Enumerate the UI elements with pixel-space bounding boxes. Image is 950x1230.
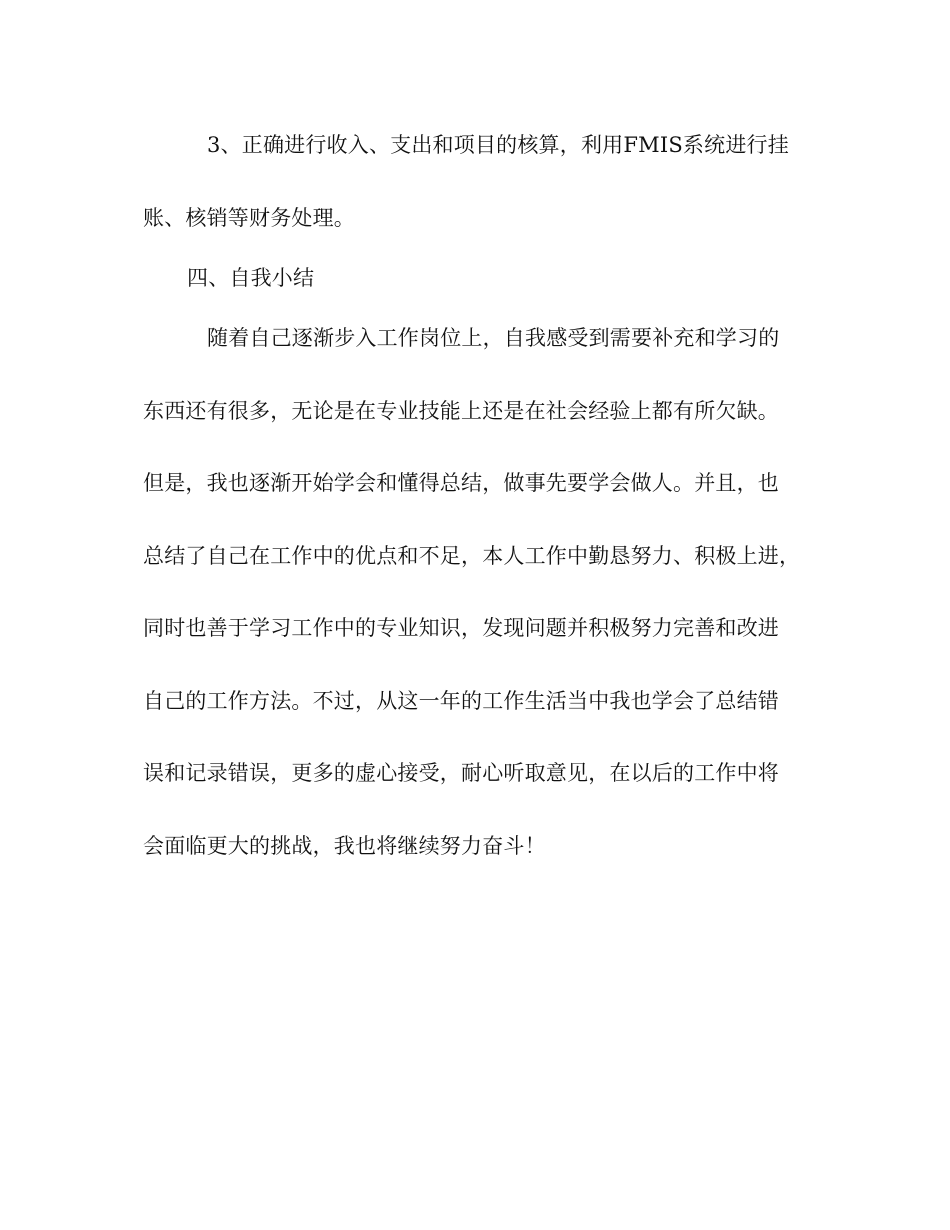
paragraph-3-line-1: 3、正确进行收入、支出和项目的核算，利用FMIS系统进行挂 xyxy=(207,133,789,157)
section-heading: 四、自我小结 xyxy=(187,266,315,290)
summary-line-6: 自己的工作方法。不过，从这一年的工作生活当中我也学会了总结错 xyxy=(143,689,779,713)
summary-line-8: 会面临更大的挑战，我也将继续努力奋斗！ xyxy=(143,834,546,858)
summary-line-1: 随着自己逐渐步入工作岗位上，自我感受到需要补充和学习的 xyxy=(207,326,780,350)
summary-line-3: 但是，我也逐渐开始学会和懂得总结，做事先要学会做人。并且，也 xyxy=(143,471,779,495)
summary-line-4: 总结了自己在工作中的优点和不足，本人工作中勤恳努力、积极上进， xyxy=(143,544,801,568)
summary-line-5: 同时也善于学习工作中的专业知识，发现问题并积极努力完善和改进 xyxy=(143,616,779,640)
paragraph-3-line-2: 账、核销等财务处理。 xyxy=(143,206,355,230)
summary-line-2: 东西还有很多，无论是在专业技能上还是在社会经验上都有所欠缺。 xyxy=(143,399,779,423)
summary-line-7: 误和记录错误，更多的虚心接受，耐心听取意见，在以后的工作中将 xyxy=(143,761,779,785)
